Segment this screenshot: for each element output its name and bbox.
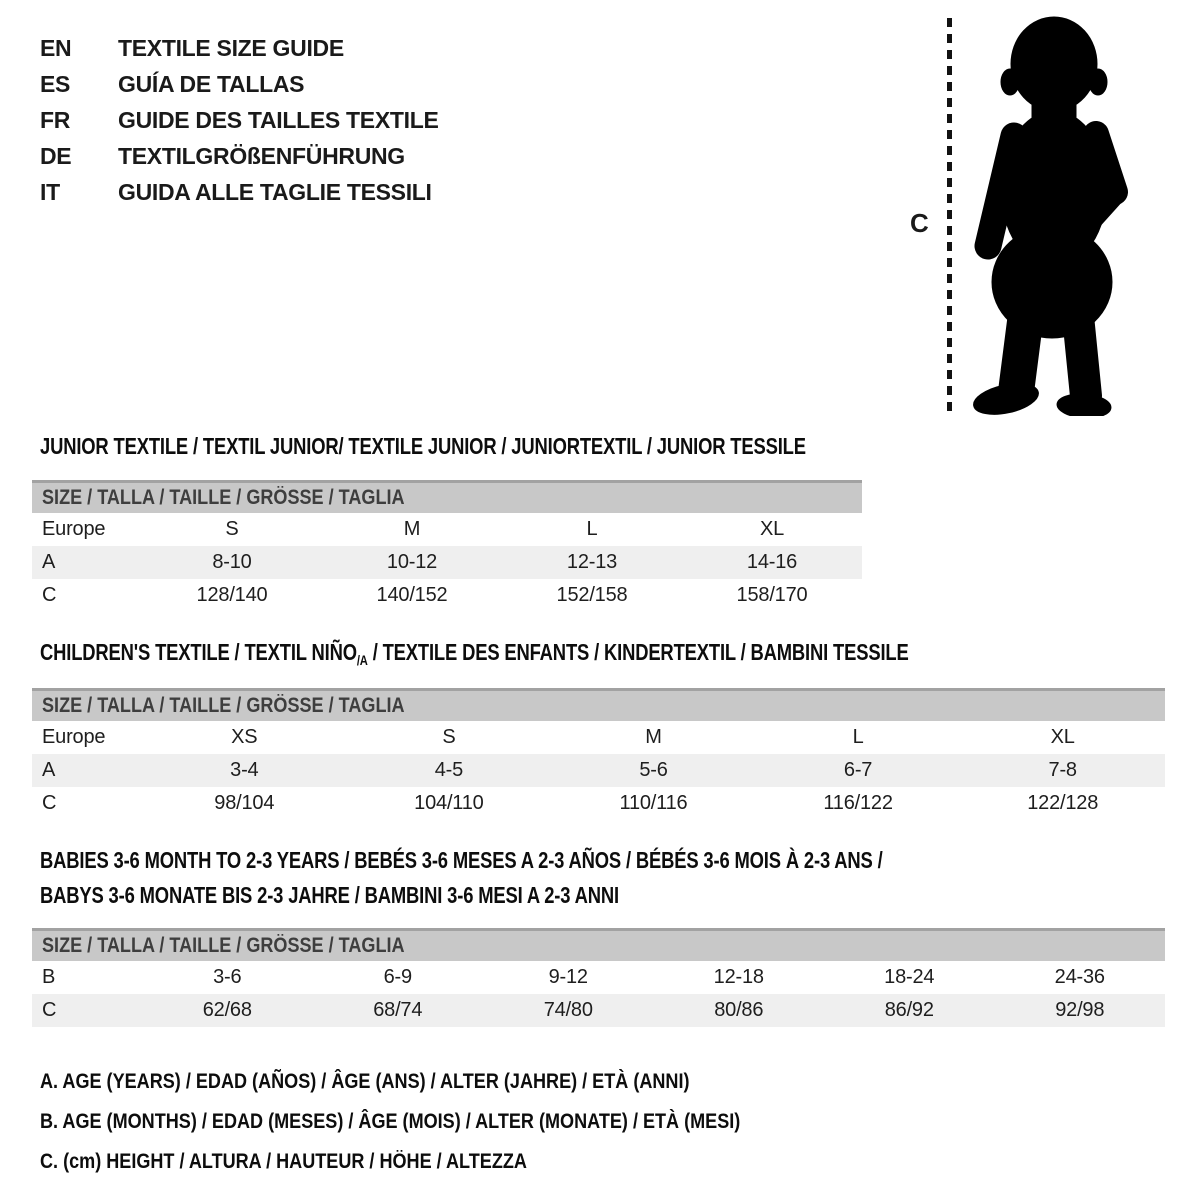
height-cell: 68/74 <box>373 999 423 1021</box>
age-cell: 5-6 <box>639 759 668 781</box>
guide-title-fr: GUIDE DES TAILLES TEXTILE <box>118 106 439 133</box>
age-cell: 14-16 <box>746 551 798 573</box>
size-cell: M <box>645 726 662 748</box>
size-cell: XL <box>1050 726 1075 748</box>
height-cell: 98/104 <box>214 792 275 814</box>
children-table-header-bar <box>32 688 1165 721</box>
height-cell: 122/128 <box>1027 792 1099 814</box>
height-cell: 140/152 <box>376 584 448 606</box>
language-row-es <box>40 66 439 102</box>
height-measure-dashed-line <box>947 18 952 416</box>
height-cell: 62/68 <box>202 999 252 1021</box>
section-title-junior <box>40 433 997 460</box>
legend-text-a: A. AGE (YEARS) / EDAD (AÑOS) / ÂGE (ANS) / ALTER (JAHRE) / ETÀ (ANNI) <box>40 1070 690 1093</box>
children-row-height <box>32 787 1165 820</box>
months-cell: 12-18 <box>713 966 764 988</box>
junior-row-age <box>32 546 862 579</box>
height-cell: 116/122 <box>823 792 893 814</box>
legend-text-b: B. AGE (MONTHS) / EDAD (MESES) / ÂGE (MOIS) / ALTER (MONATE) / ETÀ (MESI) <box>40 1110 741 1133</box>
junior-row-height <box>32 579 862 612</box>
height-cell: 86/92 <box>884 999 934 1021</box>
guide-title-it: GUIDA ALLE TAGLIE TESSILI <box>118 178 432 205</box>
row-label-a: A <box>42 551 56 573</box>
babies-row-months <box>32 961 1165 994</box>
size-header-label: SIZE / TALLA / TAILLE / GRÖSSE / TAGLIA <box>42 486 405 509</box>
children-row-age <box>32 754 1165 787</box>
language-row-de <box>40 138 439 174</box>
size-cell: XS <box>231 726 258 748</box>
children-title-prefix: CHILDREN'S TEXTILE / TEXTIL NIÑO <box>40 639 357 665</box>
row-label-b: B <box>42 966 56 988</box>
babies-row-height <box>32 994 1165 1027</box>
months-cell: 9-12 <box>548 966 588 988</box>
size-cell: L <box>586 518 598 540</box>
row-label-europe: Europe <box>42 518 106 540</box>
height-cell: 152/158 <box>556 584 628 606</box>
language-row-it <box>40 174 439 210</box>
months-cell: 18-24 <box>884 966 935 988</box>
height-cell: 80/86 <box>714 999 764 1021</box>
age-cell: 10-12 <box>386 551 438 573</box>
months-cell: 6-9 <box>383 966 412 988</box>
height-cell: 128/140 <box>196 584 268 606</box>
height-cell: 104/110 <box>414 792 484 814</box>
section-title-junior-text: JUNIOR TEXTILE / TEXTIL JUNIOR/ TEXTILE JUNIOR / JUNIORTEXTIL / JUNIOR TESSILE <box>40 433 806 459</box>
legend <box>40 1062 854 1182</box>
language-code: FR <box>40 106 71 133</box>
legend-line-height-cm <box>40 1142 854 1182</box>
height-cell: 92/98 <box>1055 999 1105 1021</box>
row-label-c: C <box>42 584 57 606</box>
legend-text-c: C. (cm) HEIGHT / ALTURA / HAUTEUR / HÖHE / ALTEZZA <box>40 1150 527 1173</box>
language-code: EN <box>40 34 72 61</box>
height-cell: 158/170 <box>736 584 808 606</box>
months-cell: 24-36 <box>1054 966 1105 988</box>
language-code: IT <box>40 178 60 205</box>
toddler-silhouette-icon <box>966 14 1138 416</box>
age-cell: 6-7 <box>843 759 873 781</box>
row-label-a: A <box>42 759 56 781</box>
size-header-label: SIZE / TALLA / TAILLE / GRÖSSE / TAGLIA <box>42 694 405 717</box>
height-cell: 74/80 <box>543 999 593 1021</box>
babies-size-table <box>32 928 1165 1027</box>
language-list <box>40 30 439 210</box>
language-code: DE <box>40 142 72 169</box>
size-cell: M <box>403 518 421 540</box>
row-label-c: C <box>42 792 57 814</box>
row-label-europe: Europe <box>42 726 106 748</box>
children-row-sizes <box>32 721 1165 754</box>
measure-label-c: C <box>910 208 929 238</box>
legend-line-age-months <box>40 1102 854 1142</box>
children-title-subscript: /A <box>356 652 368 668</box>
guide-title-en: TEXTILE SIZE GUIDE <box>118 34 344 61</box>
height-cell: 110/116 <box>619 792 688 814</box>
section-title-children <box>40 639 1126 666</box>
junior-size-table <box>32 480 862 612</box>
size-cell: XL <box>759 518 785 540</box>
age-cell: 3-4 <box>230 759 259 781</box>
babies-table-header-bar <box>32 928 1165 961</box>
guide-title-de: TEXTILGRÖßENFÜHRUNG <box>118 142 405 169</box>
guide-title-es: GUÍA DE TALLAS <box>118 70 305 97</box>
age-cell: 4-5 <box>434 759 464 781</box>
junior-row-sizes <box>32 513 862 546</box>
legend-line-age-years <box>40 1062 854 1102</box>
size-header-label: SIZE / TALLA / TAILLE / GRÖSSE / TAGLIA <box>42 934 405 957</box>
section-title-children-text <box>40 639 909 666</box>
babies-title-line2: BABYS 3-6 MONATE BIS 2-3 JAHRE / BAMBINI 3-6 MESI A 2-3 ANNI <box>40 882 619 908</box>
size-cell: S <box>225 518 239 540</box>
size-cell: L <box>852 726 864 748</box>
row-label-c: C <box>42 999 57 1021</box>
age-cell: 12-13 <box>566 551 618 573</box>
size-cell: S <box>442 726 456 748</box>
age-cell: 8-10 <box>212 551 252 573</box>
children-title-suffix: / TEXTILE DES ENFANTS / KINDERTEXTIL / BAMBINI TESSILE <box>367 639 909 665</box>
language-row-en <box>40 30 439 66</box>
language-code: ES <box>40 70 71 97</box>
babies-title-line1: BABIES 3-6 MONTH TO 2-3 YEARS / BEBÉS 3-6 MESES A 2-3 AÑOS / BÉBÉS 3-6 MOIS À 2-3 ANS / <box>40 847 883 873</box>
age-cell: 7-8 <box>1048 759 1077 781</box>
section-title-babies <box>40 843 1093 913</box>
children-size-table <box>32 688 1165 820</box>
months-cell: 3-6 <box>213 966 242 988</box>
language-row-fr <box>40 102 439 138</box>
junior-table-header-bar <box>32 480 862 513</box>
